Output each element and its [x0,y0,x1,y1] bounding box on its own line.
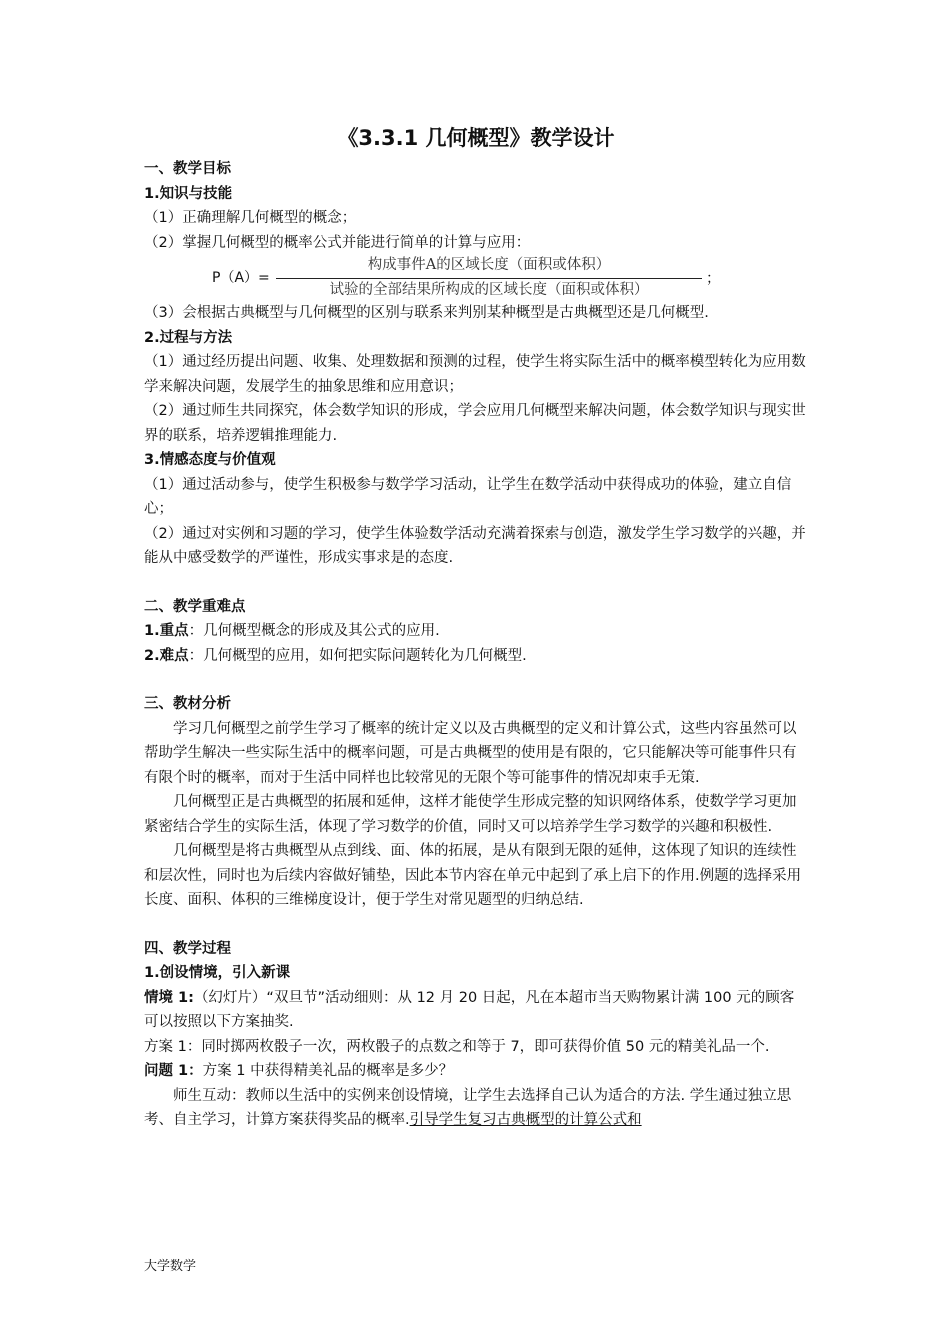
formula-denominator: 试验的全部结果所构成的区域长度（面积或体积） [329,282,649,298]
subheading-knowledge-skills: 1.知识与技能 [144,185,233,202]
subheading-attitudes-values: 3.情感态度与价值观 [144,452,276,468]
question-text: 方案 1 中获得精美礼品的概率是多少？ [202,1063,454,1079]
key-point-text: ：几何概型概念的形成及其公式的应用. [188,623,440,639]
objective-item: （2）通过对实例和习题的学习，使学生体验数学活动充满着探索与创造，激发学生学习数学的兴趣，并能从中感受数学的严谨性，形成实事求是的态度. [144,525,806,566]
key-point-label: 1.重点 [144,623,189,639]
objective-item: （1）正确理解几何概型的概念； [144,210,357,226]
scenario-text: （幻灯片）“双旦节”活动细则：从 12 月 20 日起，凡在本超市当天购物累计满 100 元的顾客可以按照以下方案抽奖. [144,989,795,1030]
section-heading-objectives: 一、教学目标 [144,161,231,177]
interaction-text: 师生互动：教师以生活中的实例来创设情境，让学生去选择自己认为适合的方法. 学生通过独立思考、自主学习，计算方案获得奖品的概率. [144,1087,792,1128]
question-label: 问题 1： [144,1063,203,1079]
objective-item: （2）掌握几何概型的概率公式并能进行简单的计算与应用： [144,234,531,251]
section-heading-key-points: 二、教学重难点 [144,598,246,615]
formula-numerator: 构成事件A的区域长度（面积或体积） [367,257,611,273]
subheading-process-methods: 2.过程与方法 [144,329,233,346]
objective-item: （3）会根据古典概型与几何概型的区别与联系来判别某种概型是古典概型还是几何概型. [144,305,709,321]
analysis-paragraph: 学习几何概型之前学生学习了概率的统计定义以及古典概型的定义和计算公式，这些内容虽然可以帮助学生解决一些实际生活中的概率问题，可是古典概型的使用是有限的，它只能解决等可能事件只有有限个时的概率，而对于生活中同样也比较常见的无限个等可能事件的情况却束手无策. [144,720,797,786]
page-footer: 大学数学 [144,1259,197,1274]
section-heading-material-analysis: 三、教材分析 [144,696,231,712]
objective-item: （2）通过师生共同探究，体会数学知识的形成，学会应用几何概型来解决问题，体会数学知识与现实世界的联系，培养逻辑推理能力. [144,403,806,444]
formula-lhs: P（A）= [212,270,270,286]
analysis-paragraph: 几何概型是将古典概型从点到线、面、体的拓展，是从有限到无限的延伸，这体现了知识的连续性和层次性，同时也为后续内容做好铺垫，因此本节内容在单元中起到了承上启下的作用.例题的选择采用长度、面积、体积的三维梯度设计，便于学生对常见题型的归纳总结. [144,843,802,908]
probability-formula [144,255,808,301]
interaction-paragraph [144,1084,808,1133]
scenario-paragraph [144,986,808,1035]
document-title: 《3.3.1 几何概型》教学设计 [337,126,615,150]
formula-semicolon: ； [706,271,721,287]
scenario-label: 情境 1: [144,989,194,1006]
section-heading-teaching-process: 四、教学过程 [144,940,231,957]
key-point [144,619,808,644]
document-body [144,118,808,1133]
objective-item: （1）通过活动参与，使学生积极参与数学学习活动，让学生在数学活动中获得成功的体验，建立自信心； [144,476,792,517]
question-paragraph [144,1059,808,1084]
difficult-point-label: 2.难点 [144,647,189,664]
subheading-create-scenario: 1.创设情境，引入新课 [144,965,291,981]
plan-paragraph: 方案 1：同时掷两枚骰子一次，两枚骰子的点数之和等于 7，即可获得价值 50 元的精美礼品一个. [144,1038,770,1055]
interaction-underlined-text: 引导学生复习古典概型的计算公式和 [409,1112,642,1128]
objective-item: （1）通过经历提出问题、收集、处理数据和预测的过程，使学生将实际生活中的概率模型转化为应用数学来解决问题，发展学生的抽象思维和应用意识； [144,354,806,395]
analysis-paragraph: 几何概型正是古典概型的拓展和延伸，这样才能使学生形成完整的知识网络体系，使数学学习更加紧密结合学生的实际生活，体现了学习数学的价值，同时又可以培养学生学习数学的兴趣和积极性. [144,794,797,835]
difficult-point [144,644,808,669]
difficult-point-text: ：几何概型的应用，如何把实际问题转化为几何概型. [188,647,527,664]
